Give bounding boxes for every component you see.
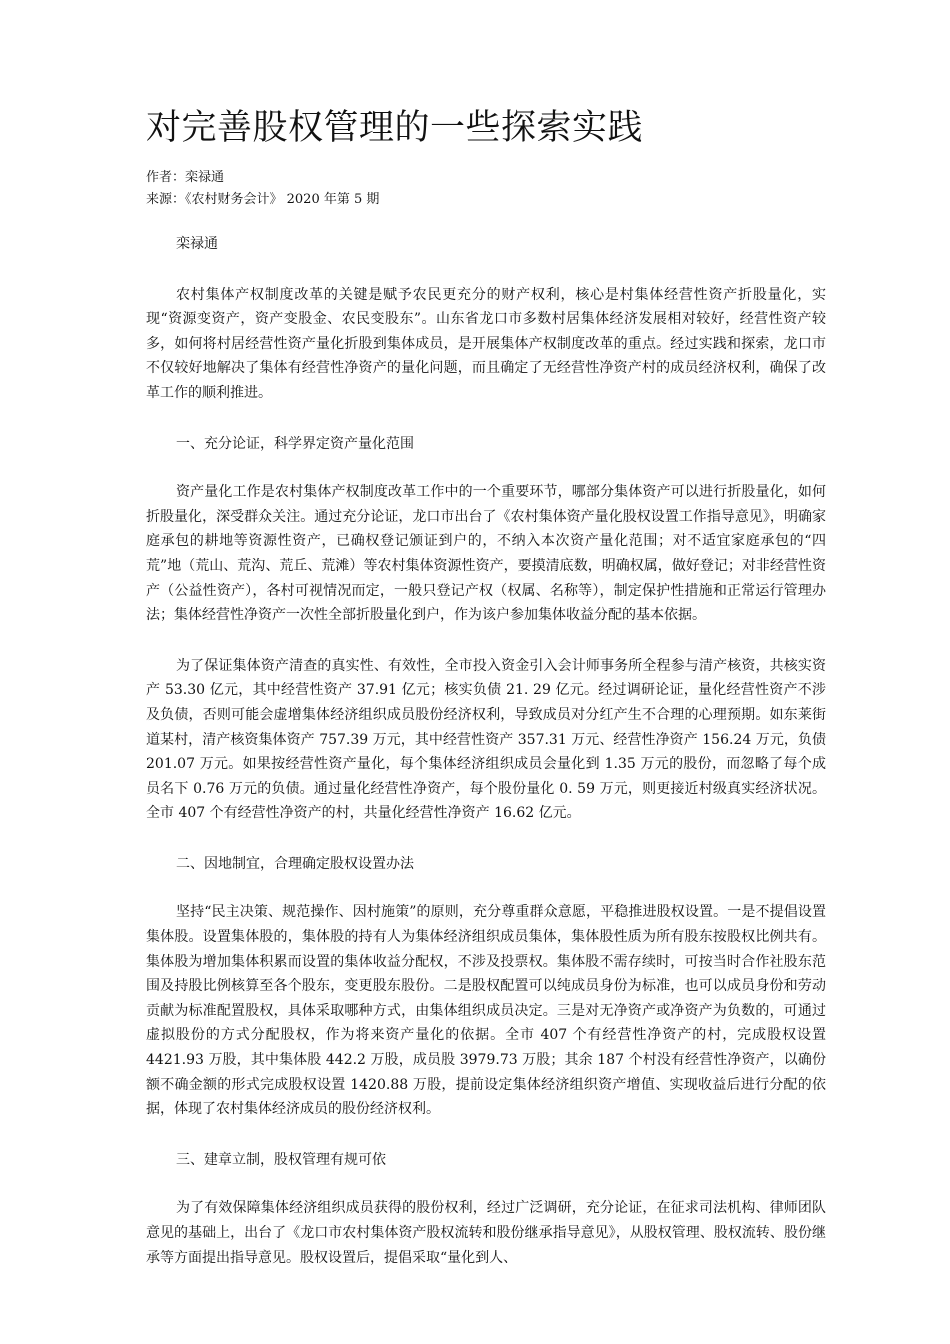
article-meta [146, 167, 379, 211]
paragraph-section-2: 坚持“民主决策、规范操作、因村施策”的原则，充分尊重群众意愿，平稳推进股权设置。一是不提倡设置集体股。设置集体股的，集体股的持有人为集体经济组织成员集体，集体股性质为所有股东按股权比例共有。集体股为增加集体积累而设置的集体收益分配权，不涉及投票权。集体股不需存续时，可按当时合作社股东范围及持股比例核算至各个股东，变更股东股份。二是股权配置可以纯成员身份为标准，也可以成员身份和劳动贡献为标准配置股权，具体采取哪种方式，由集体组织成员决定。三是对无净资产或净资产为负数的，可通过虚拟股份的方式分配股权，作为将来资产量化的依据。全市 407 个有经营性净资产的村，完成股权设置 4421.93 万股，其中集体股 442.2 万股，成员股 3979.73 万股；其余 187 个村没有经营性净资产，以确份额不确金额的形式完成股权设置 1420.88 万股，提前设定集体经济组织资产增值、实现收益后进行分配的依据，体现了农村集体经济成员的股份经济权利。 [146, 904, 826, 1118]
section-heading-2: 二、因地制宜，合理确定股权设置办法 [176, 855, 414, 872]
paragraph-section-1-a: 资产量化工作是农村集体产权制度改革工作中的一个重要环节，哪部分集体资产可以进行折股量化，如何折股量化，深受群众关注。通过充分论证，龙口市出台了《农村集体资产量化股权设置工作指导意见》，明确家庭承包的耕地等资源性资产，已确权登记颁证到户的，不纳入本次资产量化范围；对不适宜家庭承包的“四荒”地（荒山、荒沟、荒丘、荒滩）等农村集体资源性资产，要摸清底数，明确权属，做好登记；对非经营性资产（公益性资产），各村可视情况而定，一般只登记产权（权属、名称等），制定保护性措施和正常运行管理办法；集体经营性净资产一次性全部折股量化到户，作为该户参加集体收益分配的基本依据。 [146, 484, 826, 624]
paragraph-section-1-b: 为了保证集体资产清查的真实性、有效性，全市投入资金引入会计师事务所全程参与清产核资，共核实资产 53.30 亿元，其中经营性资产 37.91 亿元；核实负债 21. 29 亿元。经过调研论证，量化经营性资产不涉及负债，否则可能会虚增集体经济组织成员股份经济权利，导致成员对分红产生不合理的心理预期。如东莱街道某村，清产核资集体资产 757.39 万元，其中经营性资产 357.31 万元、经营性净资产 156.24 万元，负债 201.07 万元。如果按经营性资产量化，每个集体经济组织成员会量化到 1.35 万元的股份，而忽略了每个成员名下 0.76 万元的负债。通过量化经营性净资产，每个股份量化 0. 59 万元，则更接近村级真实经济状况。全市 407 个有经营性净资产的村，共量化经营性净资产 16.62 亿元。 [146, 657, 826, 822]
byline: 栾禄通 [176, 236, 218, 252]
author-line: 作者：栾禄通 [146, 170, 225, 185]
paragraph-intro: 农村集体产权制度改革的关键是赋予农民更充分的财产权利，核心是村集体经营性资产折股量化，实现“资源变资产，资产变股金、农民变股东”。山东省龙口市多数村居集体经济发展相对较好，经营性资产较多，如何将村居经营性资产量化折股到集体成员，是开展集体产权制度改革的重点。经过实践和探索，龙口市不仅较好地解决了集体有经营性净资产的量化问题，而且确定了无经营性净资产村的成员经济权利，确保了改革工作的顺利推进。 [146, 286, 826, 401]
section-heading-1: 一、充分论证，科学界定资产量化范围 [176, 435, 414, 452]
paragraph-section-3: 为了有效保障集体经济组织成员获得的股份权利，经过广泛调研，充分论证，在征求司法机构、律师团队意见的基础上，出台了《龙口市农村集体资产股权流转和股份继承指导意见》，从股权管理、股权流转、股份继承等方面提出指导意见。股权设置后，提倡采取“量化到人、 [146, 1200, 826, 1266]
section-heading-3: 三、建章立制，股权管理有规可依 [176, 1151, 386, 1168]
article-title: 对完善股权管理的一些探索实践 [146, 108, 644, 148]
article-body [146, 232, 826, 1296]
source-line: 来源：《农村财务会计》 2020 年第 5 期 [146, 192, 380, 207]
